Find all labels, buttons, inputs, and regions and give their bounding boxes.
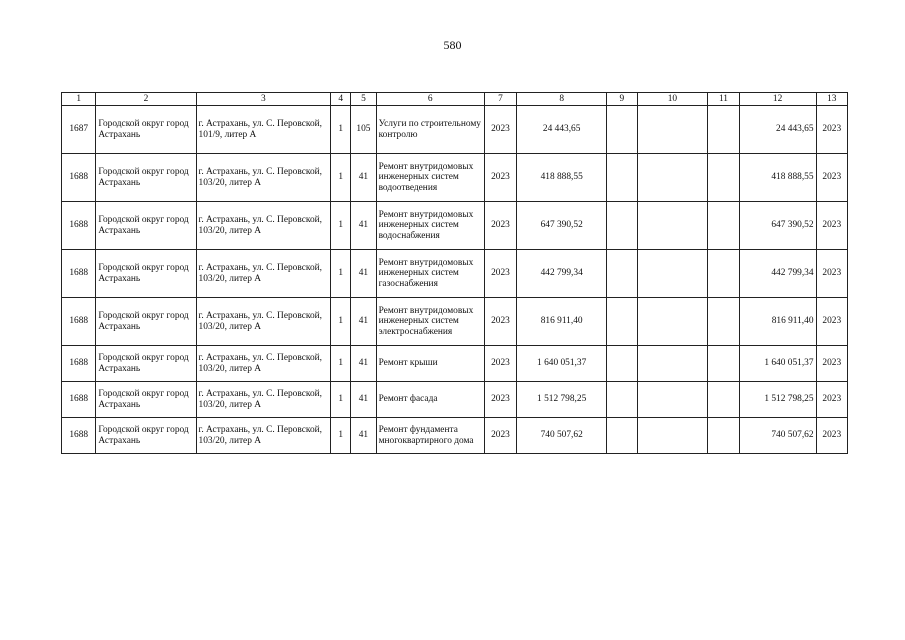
- cell-work-type: Ремонт внутридомовых инженерных систем водоснабжения: [376, 202, 484, 250]
- cell-municipality: Городской округ город Астрахань: [96, 346, 196, 382]
- table-row: [62, 346, 848, 382]
- cell-municipality: Городской округ город Астрахань: [96, 106, 196, 154]
- col-header-2: 2: [96, 93, 196, 106]
- cell-year-end: 2023: [816, 250, 847, 298]
- cell-work-type: Ремонт внутридомовых инженерных систем водоотведения: [376, 154, 484, 202]
- col-header-6: 6: [376, 93, 484, 106]
- cell-col11: [708, 346, 739, 382]
- cell-address: г. Астрахань, ул. С. Перовской, 103/20, литер А: [196, 154, 331, 202]
- cell-col9: [607, 298, 637, 346]
- cell-col11: [708, 202, 739, 250]
- col-header-5: 5: [351, 93, 376, 106]
- cell-municipality: Городской округ город Астрахань: [96, 298, 196, 346]
- table-row: [62, 106, 848, 154]
- cell-col10: [637, 346, 708, 382]
- table-row: [62, 250, 848, 298]
- cell-municipality: Городской округ город Астрахань: [96, 250, 196, 298]
- cell-year: 2023: [484, 298, 516, 346]
- cell-year: 2023: [484, 202, 516, 250]
- cell-col4: 1: [331, 346, 351, 382]
- cell-col10: [637, 298, 708, 346]
- cell-total-cost: 647 390,52: [517, 202, 607, 250]
- cell-col5: 41: [351, 154, 376, 202]
- col-header-4: 4: [331, 93, 351, 106]
- col-header-8: 8: [517, 93, 607, 106]
- cell-col12-cost: 442 799,34: [739, 250, 816, 298]
- table-row: [62, 382, 848, 418]
- cell-year: 2023: [484, 418, 516, 454]
- cell-total-cost: 740 507,62: [517, 418, 607, 454]
- cell-year-end: 2023: [816, 382, 847, 418]
- cell-col4: 1: [331, 298, 351, 346]
- col-header-9: 9: [607, 93, 637, 106]
- cell-total-cost: 24 443,65: [517, 106, 607, 154]
- cell-total-cost: 1 640 051,37: [517, 346, 607, 382]
- table-row: [62, 298, 848, 346]
- cell-number: 1688: [62, 418, 96, 454]
- cell-year: 2023: [484, 250, 516, 298]
- page-number: 580: [443, 38, 462, 52]
- header-row: [62, 93, 848, 106]
- cell-year-end: 2023: [816, 298, 847, 346]
- cell-year-end: 2023: [816, 418, 847, 454]
- cell-address: г. Астрахань, ул. С. Перовской, 103/20, литер А: [196, 382, 331, 418]
- cell-work-type: Услуги по строительному контролю: [376, 106, 484, 154]
- cell-col4: 1: [331, 202, 351, 250]
- cell-municipality: Городской округ город Астрахань: [96, 154, 196, 202]
- cell-col11: [708, 418, 739, 454]
- cell-col4: 1: [331, 418, 351, 454]
- col-header-1: 1: [62, 93, 96, 106]
- cell-number: 1688: [62, 154, 96, 202]
- cell-col9: [607, 346, 637, 382]
- cell-address: г. Астрахань, ул. С. Перовской, 103/20, литер А: [196, 202, 331, 250]
- cell-address: г. Астрахань, ул. С. Перовской, 103/20, литер А: [196, 298, 331, 346]
- cell-col4: 1: [331, 250, 351, 298]
- cell-year-end: 2023: [816, 106, 847, 154]
- cell-number: 1688: [62, 382, 96, 418]
- cell-year-end: 2023: [816, 346, 847, 382]
- cell-year: 2023: [484, 382, 516, 418]
- table-row: [62, 202, 848, 250]
- cell-municipality: Городской округ город Астрахань: [96, 382, 196, 418]
- cell-col12-cost: 816 911,40: [739, 298, 816, 346]
- table-row: [62, 418, 848, 454]
- cell-total-cost: 1 512 798,25: [517, 382, 607, 418]
- cell-col11: [708, 298, 739, 346]
- cell-year: 2023: [484, 106, 516, 154]
- cell-number: 1688: [62, 298, 96, 346]
- col-header-3: 3: [196, 93, 331, 106]
- cell-total-cost: 442 799,34: [517, 250, 607, 298]
- cell-col9: [607, 382, 637, 418]
- cell-year: 2023: [484, 154, 516, 202]
- cell-col11: [708, 106, 739, 154]
- cell-year: 2023: [484, 346, 516, 382]
- cell-work-type: Ремонт внутридомовых инженерных систем электроснабжения: [376, 298, 484, 346]
- col-header-13: 13: [816, 93, 847, 106]
- cell-col12-cost: 418 888,55: [739, 154, 816, 202]
- cell-col5: 41: [351, 418, 376, 454]
- cell-col5: 41: [351, 202, 376, 250]
- cell-number: 1687: [62, 106, 96, 154]
- cell-col5: 41: [351, 298, 376, 346]
- cell-col5: 41: [351, 250, 376, 298]
- cell-col4: 1: [331, 154, 351, 202]
- cell-work-type: Ремонт фасада: [376, 382, 484, 418]
- cell-col4: 1: [331, 382, 351, 418]
- cell-number: 1688: [62, 202, 96, 250]
- cell-col5: 41: [351, 346, 376, 382]
- cell-col12-cost: 647 390,52: [739, 202, 816, 250]
- cell-col12-cost: 1 512 798,25: [739, 382, 816, 418]
- cell-col12-cost: 740 507,62: [739, 418, 816, 454]
- cell-col9: [607, 106, 637, 154]
- cell-work-type: Ремонт внутридомовых инженерных систем газоснабжения: [376, 250, 484, 298]
- cell-col9: [607, 418, 637, 454]
- cell-col11: [708, 154, 739, 202]
- cell-total-cost: 816 911,40: [517, 298, 607, 346]
- cell-col9: [607, 250, 637, 298]
- cell-year-end: 2023: [816, 154, 847, 202]
- cell-total-cost: 418 888,55: [517, 154, 607, 202]
- table-row: [62, 154, 848, 202]
- cell-municipality: Городской округ город Астрахань: [96, 418, 196, 454]
- cell-col10: [637, 106, 708, 154]
- cell-col10: [637, 382, 708, 418]
- cell-address: г. Астрахань, ул. С. Перовской, 101/9, литер А: [196, 106, 331, 154]
- col-header-7: 7: [484, 93, 516, 106]
- cell-address: г. Астрахань, ул. С. Перовской, 103/20, литер А: [196, 250, 331, 298]
- cell-number: 1688: [62, 250, 96, 298]
- col-header-10: 10: [637, 93, 708, 106]
- cell-address: г. Астрахань, ул. С. Перовской, 103/20, литер А: [196, 346, 331, 382]
- cell-col12-cost: 24 443,65: [739, 106, 816, 154]
- cell-col12-cost: 1 640 051,37: [739, 346, 816, 382]
- cell-work-type: Ремонт фундамента многоквартирного дома: [376, 418, 484, 454]
- cell-col4: 1: [331, 106, 351, 154]
- col-header-12: 12: [739, 93, 816, 106]
- register-table: [61, 92, 848, 454]
- cell-col10: [637, 202, 708, 250]
- cell-col9: [607, 154, 637, 202]
- cell-col5: 105: [351, 106, 376, 154]
- cell-col11: [708, 382, 739, 418]
- cell-work-type: Ремонт крыши: [376, 346, 484, 382]
- cell-number: 1688: [62, 346, 96, 382]
- col-header-11: 11: [708, 93, 739, 106]
- cell-year-end: 2023: [816, 202, 847, 250]
- cell-col10: [637, 154, 708, 202]
- cell-municipality: Городской округ город Астрахань: [96, 202, 196, 250]
- cell-col11: [708, 250, 739, 298]
- cell-col10: [637, 418, 708, 454]
- cell-col10: [637, 250, 708, 298]
- cell-col5: 41: [351, 382, 376, 418]
- cell-col9: [607, 202, 637, 250]
- cell-address: г. Астрахань, ул. С. Перовской, 103/20, литер А: [196, 418, 331, 454]
